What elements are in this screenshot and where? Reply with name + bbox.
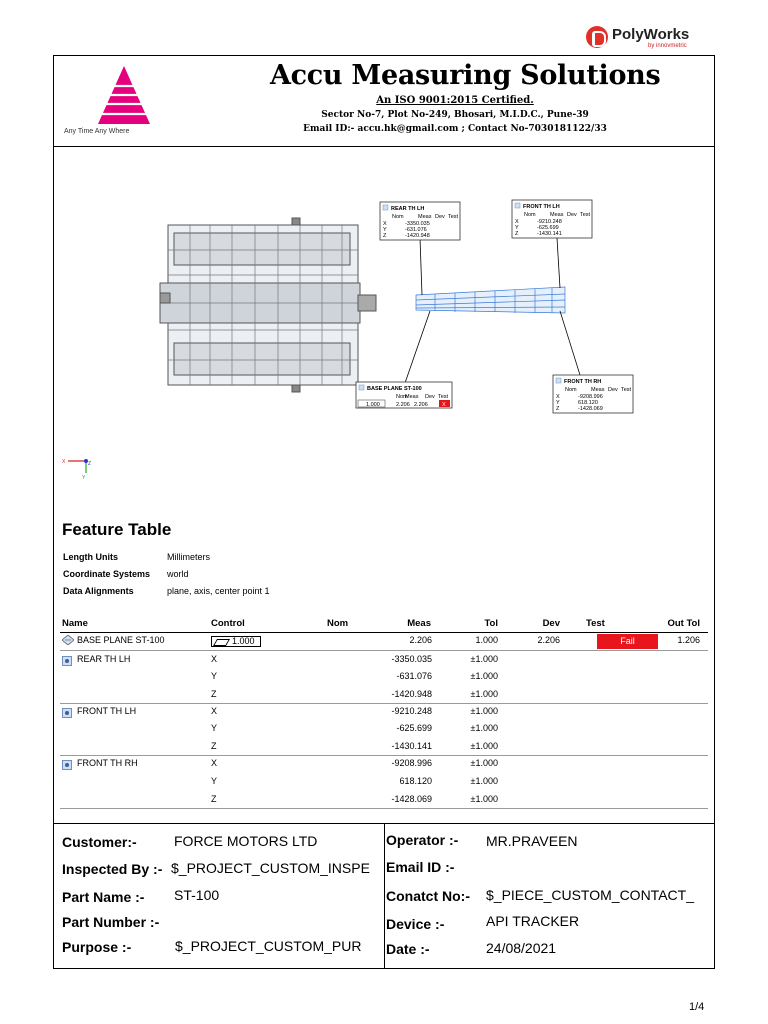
- feature-name: FRONT TH RH: [77, 758, 138, 768]
- svg-text:Z: Z: [383, 233, 387, 239]
- svg-text:Nom: Nom: [524, 212, 536, 218]
- axis-label: Y: [211, 671, 218, 681]
- svg-text:Dev: Dev: [567, 212, 577, 218]
- company-tagline: Any Time Any Where: [64, 128, 130, 135]
- meas-value: -3350.035: [391, 654, 432, 664]
- svg-text:Test: Test: [438, 394, 449, 400]
- polyworks-byline: by innovmetric: [648, 43, 687, 49]
- flatness-control: 1.000: [211, 636, 261, 647]
- info-column-divider: [384, 823, 385, 969]
- part-name-value: ST-100: [174, 887, 220, 903]
- company-name: Accu Measuring Solutions: [270, 60, 661, 91]
- email-label: Email ID :-: [386, 859, 455, 875]
- tol-value: 1.000: [475, 635, 498, 645]
- meas-value: -1420.948: [391, 689, 432, 699]
- customer-value: FORCE MOTORS LTD: [174, 833, 318, 849]
- meas-value: -9210.248: [391, 706, 432, 716]
- axis-label: X: [211, 758, 218, 768]
- callout-rear-th-lh: [380, 202, 460, 240]
- meas-value: 2.206: [409, 635, 432, 645]
- purpose-value: $_PROJECT_CUSTOM_PUR: [175, 938, 362, 954]
- customer-label: Customer:-: [62, 834, 137, 850]
- svg-text:1.000: 1.000: [366, 402, 380, 408]
- svg-text:Nom: Nom: [392, 214, 404, 220]
- svg-text:-625.699: -625.699: [537, 225, 559, 231]
- tol-value: ±1.000: [470, 741, 498, 751]
- axis-label: X: [211, 654, 218, 664]
- svg-text:Meas: Meas: [418, 214, 432, 220]
- svg-text:Dev: Dev: [608, 387, 618, 393]
- svg-text:Y: Y: [82, 475, 86, 481]
- table-header: Name Control Nom Meas Tol Dev Test Out Tol: [62, 618, 700, 629]
- dev-value: 2.206: [537, 635, 560, 645]
- feature-table-title: Feature Table: [62, 520, 172, 539]
- point-icon: [62, 760, 72, 770]
- svg-text:Dev: Dev: [435, 214, 445, 220]
- svg-text:Dev: Dev: [425, 394, 435, 400]
- callout-front-th-lh: [512, 200, 592, 238]
- surface-grid: [416, 287, 565, 313]
- svg-text:X: X: [442, 402, 446, 408]
- svg-text:2.206: 2.206: [414, 402, 428, 408]
- purpose-label: Purpose :-: [62, 939, 132, 955]
- callout-front-th-rh: [553, 375, 633, 413]
- fixture-model: [160, 218, 376, 392]
- svg-text:-9208.996: -9208.996: [578, 394, 603, 400]
- svg-text:FRONT TH LH: FRONT TH LH: [523, 204, 560, 210]
- svg-text:-1430.141: -1430.141: [537, 231, 562, 237]
- operator-value: MR.PRAVEEN: [486, 833, 578, 849]
- 3d-view: [60, 155, 710, 495]
- feature-name: BASE PLANE ST-100: [77, 635, 165, 645]
- svg-text:Y: Y: [383, 227, 387, 233]
- svg-text:-9210.248: -9210.248: [537, 219, 562, 225]
- feature-name: REAR TH LH: [77, 654, 131, 664]
- svg-text:-1428.069: -1428.069: [578, 406, 603, 412]
- svg-text:Meas: Meas: [550, 212, 564, 218]
- svg-text:-631.076: -631.076: [405, 227, 427, 233]
- axis-label: Z: [211, 689, 217, 699]
- svg-text:2.206: 2.206: [396, 402, 410, 408]
- tol-value: ±1.000: [470, 689, 498, 699]
- polyworks-icon: [586, 26, 608, 48]
- svg-text:Z: Z: [556, 406, 560, 412]
- svg-text:X: X: [556, 394, 560, 400]
- svg-text:X: X: [62, 459, 66, 465]
- svg-text:X: X: [383, 221, 387, 227]
- part-number-label: Part Number :-: [62, 914, 160, 930]
- axis-label: Z: [211, 794, 217, 804]
- svg-text:-3350.035: -3350.035: [405, 221, 430, 227]
- operator-label: Operator :-: [386, 832, 459, 848]
- row-divider: [60, 650, 708, 651]
- svg-text:Meas: Meas: [591, 387, 605, 393]
- svg-text:Nom: Nom: [396, 394, 408, 400]
- tol-value: ±1.000: [470, 706, 498, 716]
- row-divider: [60, 703, 708, 704]
- point-icon: [62, 656, 72, 666]
- axis-label: X: [211, 706, 218, 716]
- meas-value: 618.120: [399, 776, 432, 786]
- header-divider: [53, 146, 715, 147]
- contact-value: $_PIECE_CUSTOM_CONTACT_: [486, 887, 694, 903]
- row-divider: [60, 755, 708, 756]
- svg-text:Test: Test: [580, 212, 591, 218]
- polyworks-name: PolyWorks: [612, 26, 690, 43]
- tol-value: ±1.000: [470, 776, 498, 786]
- svg-text:618.120: 618.120: [578, 400, 598, 406]
- meas-value: -1428.069: [391, 794, 432, 804]
- feature-name: FRONT TH LH: [77, 706, 137, 716]
- callout-title: REAR TH LH: [391, 206, 425, 212]
- axis-label: Z: [211, 741, 217, 751]
- svg-text:Y: Y: [556, 400, 560, 406]
- plane-icon: [62, 635, 74, 645]
- svg-text:-1420.948: -1420.948: [405, 233, 430, 239]
- svg-text:Z: Z: [88, 461, 92, 467]
- callout-base-plane: [356, 382, 452, 408]
- svg-text:FRONT TH RH: FRONT TH RH: [564, 379, 602, 385]
- meas-value: -1430.141: [391, 741, 432, 751]
- header-divider: [60, 632, 708, 633]
- contact-label: Conatct No:-: [386, 888, 470, 904]
- out-tol-value: 1.206: [677, 635, 700, 645]
- axis-label: Y: [211, 776, 218, 786]
- point-icon: [62, 708, 72, 718]
- device-label: Device :-: [386, 916, 445, 932]
- tol-value: ±1.000: [470, 671, 498, 681]
- iso-certification: An ISO 9001:2015 Certified.: [376, 95, 534, 106]
- meas-value: -631.076: [396, 671, 432, 681]
- company-address: Sector No-7, Plot No-249, Bhosari, M.I.D.C., Pune-39: [321, 110, 589, 120]
- svg-text:Y: Y: [515, 225, 519, 231]
- svg-text:X: X: [515, 219, 519, 225]
- test-fail-badge: Fail: [597, 634, 658, 649]
- date-label: Date :-: [386, 941, 430, 957]
- inspected-by-label: Inspected By :-: [62, 861, 163, 877]
- svg-text:Z: Z: [515, 231, 519, 237]
- axis-label: Y: [211, 723, 218, 733]
- company-contact: Email ID:- accu.hk@gmail.com ; Contact No-7030181122/33: [303, 124, 607, 134]
- meas-value: -9208.996: [391, 758, 432, 768]
- tol-value: ±1.000: [470, 794, 498, 804]
- svg-text:BASE PLANE ST-100: BASE PLANE ST-100: [367, 386, 422, 392]
- polyworks-logo: [586, 26, 706, 52]
- tol-value: ±1.000: [470, 723, 498, 733]
- row-divider: [60, 808, 708, 809]
- page-number: 1/4: [689, 1001, 705, 1013]
- svg-text:Test: Test: [621, 387, 632, 393]
- svg-text:Test: Test: [448, 214, 459, 220]
- device-value: API TRACKER: [486, 913, 580, 929]
- inspected-by-value: $_PROJECT_CUSTOM_INSPE: [171, 860, 370, 876]
- meas-value: -625.699: [396, 723, 432, 733]
- date-value: 24/08/2021: [486, 940, 557, 956]
- tol-value: ±1.000: [470, 654, 498, 664]
- tol-value: ±1.000: [470, 758, 498, 768]
- axis-triad-icon: [62, 459, 91, 481]
- svg-text:Nom: Nom: [565, 387, 577, 393]
- svg-text:Meas: Meas: [405, 394, 419, 400]
- part-name-label: Part Name :-: [62, 889, 145, 905]
